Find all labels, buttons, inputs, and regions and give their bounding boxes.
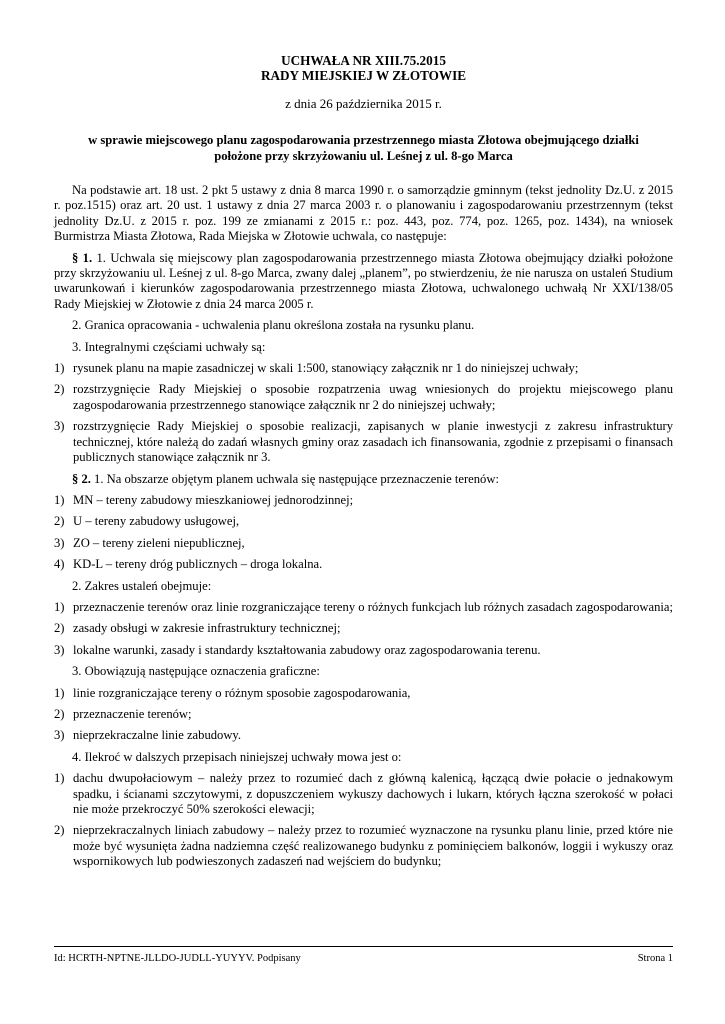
section-2-paragraph-4: 4. Ilekroć w dalszych przepisach niniejszej uchwały mowa jest o: — [72, 749, 402, 764]
list-item-number: 1) — [54, 599, 65, 614]
list-item — [54, 728, 673, 743]
resolution-date: z dnia 26 października 2015 r. — [285, 96, 442, 111]
section-2-label: § 2. — [72, 471, 91, 486]
section-1-paragraph-1 — [54, 251, 673, 313]
list-item — [54, 600, 673, 615]
list-item-text: MN – tereny zabudowy mieszkaniowej jednorodzinnej; — [73, 492, 354, 507]
list-item-text: rozstrzygnięcie Rady Miejskiej o sposobie rozpatrzenia uwag wniesionych do projektu miejscowego planu zagospodarowania przestrzennego stanowiące załącznik nr 2 do niniejszej uchwały; — [73, 382, 673, 412]
list-item-text: przeznaczenie terenów oraz linie rozgraniczające tereny o różnych funkcjach lub różnych zasadach zagospodarowania; — [73, 599, 673, 614]
resolution-subject — [54, 132, 673, 164]
list-item-text: przeznaczenie terenów; — [73, 706, 192, 721]
footer-page-number: Strona 1 — [637, 953, 673, 964]
list-item — [54, 707, 673, 722]
list-item — [54, 493, 673, 508]
section-2-text: 1. Na obszarze objętym planem uchwala się następujące przeznaczenie terenów: — [90, 471, 499, 486]
section-2-list-2 — [54, 600, 673, 658]
list-item-text: ZO – tereny zieleni niepublicznej, — [73, 535, 245, 550]
footer-document-id: Id: HCRTH-NPTNE-JLLDO-JUDLL-YUYYV. Podpisany — [54, 953, 301, 964]
list-item — [54, 557, 673, 572]
list-item-text: rysunek planu na mapie zasadniczej w skali 1:500, stanowiący załącznik nr 1 do niniejszej uchwały; — [73, 361, 579, 376]
list-item-number: 1) — [54, 492, 65, 507]
section-2-paragraph-2: 2. Zakres ustaleń obejmuje: — [72, 578, 212, 593]
list-item — [54, 419, 673, 465]
list-item-text: linie rozgraniczające tereny o różnym sposobie zagospodarowania, — [73, 685, 411, 700]
list-item-text: dachu dwupołaciowym – należy przez to rozumieć dach z główną kalenicą, łączącą dwie połacie o jednakowym spadku, i ścianami szczytowymi, z dopuszczeniem wykuszy dachowych i lukarn, których łączna szerokość w połaci nie może przekroczyć 50% szerokości elewacji; — [73, 771, 673, 816]
list-item-number: 3) — [54, 642, 65, 657]
list-item-number: 1) — [54, 685, 65, 700]
list-item-number: 2) — [54, 514, 65, 529]
list-item — [54, 361, 673, 376]
list-item-number: 1) — [54, 771, 65, 786]
list-item-text: nieprzekraczalne linie zabudowy. — [73, 728, 242, 743]
list-item-text: nieprzekraczalnych liniach zabudowy – należy przez to rozumieć wyznaczone na rysunku planu linie, przed które nie może być wysunięta żadna nadziemna część realizowanego budynku z pominięciem balkonów, loggii i wykuszy oraz wspornikowych lub podwieszonych zadaszeń nad wejściem do budynku; — [73, 823, 673, 869]
list-item-number: 3) — [54, 728, 65, 743]
section-2-paragraph-3: 3. Obowiązują następujące oznaczenia graficzne: — [72, 664, 320, 679]
subject-line-1: w sprawie miejscowego planu zagospodarowania przestrzennego miasta Złotowa obejmującego działki — [88, 133, 639, 147]
list-item-number: 2) — [54, 621, 65, 636]
list-item-number: 1) — [54, 361, 65, 376]
title-line-1: UCHWAŁA NR XIII.75.2015 — [281, 53, 446, 68]
list-item-number: 2) — [54, 382, 65, 397]
title-line-2: RADY MIEJSKIEJ W ZŁOTOWIE — [260, 68, 467, 83]
section-2-paragraph-1 — [54, 472, 673, 487]
preamble: Na podstawie art. 18 ust. 2 pkt 5 ustawy z dnia 8 marca 1990 r. o samorządzie gminnym (tekst jednolity Dz.U. z 2015 r. poz.1515) oraz art. 20 ust. 1 ustawy z dnia 27 marca 2003 r. o planowaniu i zagospodarowaniu przestrzennym (tekst jednolity Dz.U. z 2015 r. poz. 199 ze zmianami z 2015 r.: poz. 443, poz. 774, poz. 1265, poz. 1434), na wniosek Burmistrza Miasta Złotowa, Rada Miejska w Złotowie uchwala, co następuje: — [54, 183, 673, 244]
section-2-list-4 — [54, 771, 673, 869]
section-1-label: § 1. — [72, 250, 93, 265]
list-item — [54, 823, 673, 869]
resolution-title — [54, 53, 673, 83]
list-item-text: lokalne warunki, zasady i standardy kształtowania zabudowy oraz zagospodarowania terenu. — [73, 642, 541, 657]
section-1-list — [54, 361, 673, 465]
section-1-paragraph-3: 3. Integralnymi częściami uchwały są: — [72, 339, 266, 354]
section-1-paragraph-2: 2. Granica opracowania - uchwalenia planu określona została na rysunku planu. — [72, 318, 475, 333]
subject-line-2: położone przy skrzyżowaniu ul. Leśnej z ul. 8-go Marca — [214, 149, 513, 163]
list-item — [54, 382, 673, 413]
list-item — [54, 643, 673, 658]
list-item — [54, 771, 673, 817]
document-body — [54, 183, 673, 870]
list-item-number: 3) — [54, 535, 65, 550]
footer-divider — [54, 946, 673, 947]
list-item — [54, 621, 673, 636]
list-item-number: 3) — [54, 419, 65, 434]
list-item — [54, 686, 673, 701]
list-item-number: 4) — [54, 557, 65, 572]
list-item — [54, 536, 673, 551]
list-item — [54, 514, 673, 529]
section-2-list-1 — [54, 493, 673, 573]
list-item-number: 2) — [54, 706, 65, 721]
list-item-text: KD-L – tereny dróg publicznych – droga lokalna. — [73, 557, 323, 572]
list-item-number: 2) — [54, 823, 65, 838]
section-2-list-3 — [54, 686, 673, 744]
section-1-text: 1. Uchwala się miejscowy plan zagospodarowania przestrzennego miasta Złotowa obejmujący działki położone przy skrzyżowaniu ul. Leśnej z ul. 8-go Marca, zwany dalej „planem”, po stwierdzeniu, że nie narusza on ustaleń Studium uwarunkowań i kierunków zagospodarowania przestrzennego miasta Złotowa, uchwalonego uchwałą Nr XXI/138/05 Rady Miejskiej w Złotowie z dnia 24 marca 2005 r. — [54, 250, 673, 311]
list-item-text: zasady obsługi w zakresie infrastruktury technicznej; — [73, 621, 341, 636]
list-item-text: rozstrzygnięcie Rady Miejskiej o sposobie realizacji, zapisanych w planie inwestycji z zakresu infrastruktury technicznej, które należą do zadań własnych gminy oraz zasadach ich finansowania, zgodnie z przepisami o finansach publicznych stanowiące załącznik nr 3. — [73, 419, 673, 465]
list-item-text: U – tereny zabudowy usługowej, — [73, 514, 240, 529]
